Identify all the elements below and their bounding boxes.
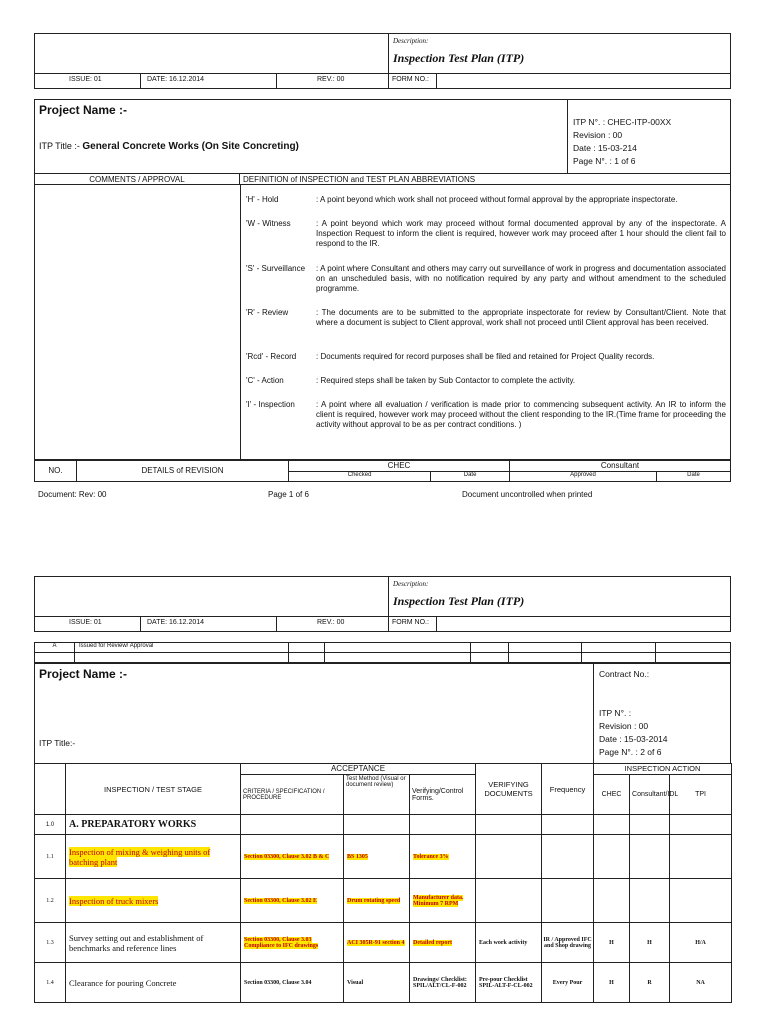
definition-item: 'Rcd' - Record : Documents required for record purposes shall be filed and retained for Project Quality records. xyxy=(246,352,655,361)
chec-value: H xyxy=(594,923,630,963)
date-cell: DATE: 16.12.2014 xyxy=(141,74,277,89)
col-chec-header: CHEC xyxy=(594,775,630,815)
itp-meta xyxy=(573,116,671,168)
criteria-text: Section 03300, Clause 3.04 xyxy=(241,963,344,1003)
col-consultant-header: Consultant/IDL xyxy=(630,775,670,815)
forms-text: Drawings/ Checklist: SPIL/ALT/CL-F-002 xyxy=(410,963,476,1003)
itp-title-label: ITP Title:- xyxy=(39,738,76,748)
inspection-action-header: INSPECTION ACTION xyxy=(594,764,732,775)
method-text: Visual xyxy=(344,963,410,1003)
date-header: Date xyxy=(431,472,510,482)
rev-cell: REV.: 00 xyxy=(277,617,389,632)
footer-uncontrolled: Document uncontrolled when printed xyxy=(462,490,593,499)
consultant-value: H xyxy=(630,923,670,963)
method-text: BS 1305 xyxy=(347,853,368,860)
definition-item: 'C' - Action : Required steps shall be taken by Sub Contactor to complete the activity. xyxy=(246,376,576,385)
itp-date: Date : 15-03-214 xyxy=(573,143,637,153)
issue-cell: ISSUE: 01 xyxy=(35,74,141,89)
rev-no-header: NO. xyxy=(35,461,77,482)
tpi-value: NA xyxy=(670,963,732,1003)
itp-table xyxy=(34,763,731,1003)
col-verifying-forms-header: Verifying/Control Forms. xyxy=(410,775,476,815)
rev-code: A xyxy=(35,643,75,653)
table-row: 1.1 Inspection of mixing & weighing units of batching plant Section 03300, Clause 3.02 B & C BS 1305 Tolerance 3% xyxy=(35,835,732,879)
criteria-text: Section 03300, Clause 3.02 B & C xyxy=(244,853,330,860)
project-name-label: Project Name :- xyxy=(39,667,128,681)
freq-text: IR / Approved IFC and Shop drawing xyxy=(542,923,594,963)
chec-header: CHEC xyxy=(289,461,510,472)
freq-text: Every Pour xyxy=(542,963,594,1003)
method-text: Drum rotating speed xyxy=(347,897,401,904)
col-frequency-header: Frequency xyxy=(542,764,594,815)
date-cell: DATE: 16.12.2014 xyxy=(141,617,277,632)
itp-date: Date : 15-03-2014 xyxy=(599,734,668,744)
divider xyxy=(240,185,241,461)
checked-header: Checked xyxy=(289,472,431,482)
section-no: 1.0 xyxy=(35,815,66,835)
itp-meta xyxy=(599,707,668,759)
project-name-label: Project Name :- xyxy=(39,103,128,117)
col-criteria-header: CRITERIA / SPECIFICATION / PROCEDURE xyxy=(241,775,344,815)
col-verifying-docs-header: VERIFYING DOCUMENTS xyxy=(476,764,542,815)
consultant-header: Consultant xyxy=(510,461,731,472)
document-title: Inspection Test Plan (ITP) xyxy=(393,51,525,65)
page2-project-block xyxy=(34,663,731,763)
itp-page-no: Page N°. : 1 of 6 xyxy=(573,156,636,166)
description-label: Description: xyxy=(393,580,429,588)
definition-item: 'H' - Hold : A point beyond which work shall not proceed without formal approval by the appropriate inspectorate. xyxy=(246,195,678,204)
itp-title-label: ITP Title :- xyxy=(39,141,80,151)
page1-header xyxy=(34,33,731,89)
forms-text: Manufacturer data. Minimum 7 RPM xyxy=(413,894,464,907)
divider xyxy=(567,100,568,173)
form-no-cell: FORM NO.: xyxy=(389,617,437,632)
table-row: 1.4 Clearance for pouring Concrete Section 03300, Clause 3.04 Visual Drawings/ Checklist: SPIL/ALT/CL-F-002 Pre-pour Checklist SPIL-ALT-F-CL-002 Every Pour H R NA xyxy=(35,963,732,1003)
form-no-cell: FORM NO.: xyxy=(389,74,437,89)
definition-item: 'I' - Inspection : A point where all evaluation / verification is made prior to commencing subsequent activity. An IR to inform the client is required, however work may proceed without the client responding to the IR.(Time frame for proceeding the activity without approval to be as per contract conditions. ) xyxy=(246,400,726,429)
definition-item: 'S' - Surveillance : A point where Consultant and others may carry out surveillance of work in progress and documentation associated on an unscheduled basis, with no notification required by any party and without amendment to the scheduled programme. xyxy=(246,264,726,293)
page2-revision-strip xyxy=(34,642,731,663)
itp-title xyxy=(39,141,299,152)
itp-revision: Revision : 00 xyxy=(573,130,623,140)
stage-text: Inspection of truck mixers xyxy=(69,895,159,906)
footer-page: Page 1 of 6 xyxy=(268,490,309,499)
itp-title-value: General Concrete Works (On Site Concreting) xyxy=(82,141,299,152)
document-title: Inspection Test Plan (ITP) xyxy=(393,594,525,608)
forms-text: Tolerance 3% xyxy=(413,853,449,860)
definition-item: 'W - Witness : A point beyond which work may proceed without formal documented approval by any of the inspectorate. A Inspection Request to inform the client is required, however work may proceed after 1 hour should the client fail to respond to the IR. xyxy=(246,219,726,248)
divider xyxy=(593,664,594,764)
page2-header xyxy=(34,576,731,632)
criteria-text: Section 03300, Clause 3.02 E xyxy=(244,897,318,904)
issue-cell: ISSUE: 01 xyxy=(35,617,141,632)
tpi-value: H/A xyxy=(670,923,732,963)
stage-text: Inspection of mixing & weighing units of batching plant xyxy=(69,846,211,867)
consultant-value: R xyxy=(630,963,670,1003)
definition-item: 'R' - Review : The documents are to be submitted to the appropriate inspectorate for review by Consultant/Client. Note that where a document is subject to Client approval, work shall not proceed until Client approval has been received. xyxy=(246,308,726,327)
contract-no: Contract No.: xyxy=(599,669,650,679)
rev-details-header: DETAILS of REVISION xyxy=(77,461,289,482)
footer-document: Document: Rev: 00 xyxy=(38,490,107,499)
docs-text: Pre-pour Checklist SPIL-ALT-F-CL-002 xyxy=(476,963,542,1003)
itp-no: ITP N°. : CHEC-ITP-00XX xyxy=(573,117,672,127)
table-row: 1.2 Inspection of truck mixers Section 03300, Clause 3.02 E Drum rotating speed Manufacturer data. Minimum 7 RPM xyxy=(35,879,732,923)
acceptance-header: ACCEPTANCE xyxy=(241,764,476,775)
section-title: A. PREPARATORY WORKS xyxy=(66,815,241,835)
table-row: 1.3 Survey setting out and establishment of benchmarks and reference lines Section 03300, Clause 3.03 Compliance to IFC drawings ACI 305R-91 section 4 Detailed report Each work activity IR / Approved IFC and Shop drawing H H H/A xyxy=(35,923,732,963)
page1-project-block xyxy=(34,99,731,460)
definitions-list xyxy=(246,195,726,434)
comments-header: COMMENTS / APPROVAL xyxy=(35,174,240,185)
stage-text: Survey setting out and establishment of benchmarks and reference lines xyxy=(66,923,241,963)
rev-text: Issued for Review/ Approval xyxy=(75,643,289,653)
date-header: Date xyxy=(657,472,731,482)
chec-value: H xyxy=(594,963,630,1003)
stage-text: Clearance for pouring Concrete xyxy=(66,963,241,1003)
method-text: ACI 305R-91 section 4 xyxy=(347,939,405,946)
docs-text: Each work activity xyxy=(476,923,542,963)
col-stage-header: INSPECTION / TEST STAGE xyxy=(66,764,241,815)
rev-cell: REV.: 00 xyxy=(277,74,389,89)
description-label: Description: xyxy=(393,37,429,45)
itp-no: ITP N°. : xyxy=(599,708,632,718)
forms-text: Detailed report xyxy=(413,939,453,946)
definitions-header: DEFINITION of INSPECTION and TEST PLAN ABBREVIATIONS xyxy=(240,174,730,185)
col-tpi-header: TPI xyxy=(670,775,732,815)
itp-page-no: Page N°. : 2 of 6 xyxy=(599,747,662,757)
itp-revision: Revision : 00 xyxy=(599,721,649,731)
criteria-text: Section 03300, Clause 3.03 Compliance to IFC drawings xyxy=(244,936,319,949)
approved-header: Approved xyxy=(510,472,657,482)
col-test-method-header: Test Method (Visual or document review) xyxy=(344,775,410,815)
header-table xyxy=(34,33,731,89)
revision-table xyxy=(34,460,731,482)
